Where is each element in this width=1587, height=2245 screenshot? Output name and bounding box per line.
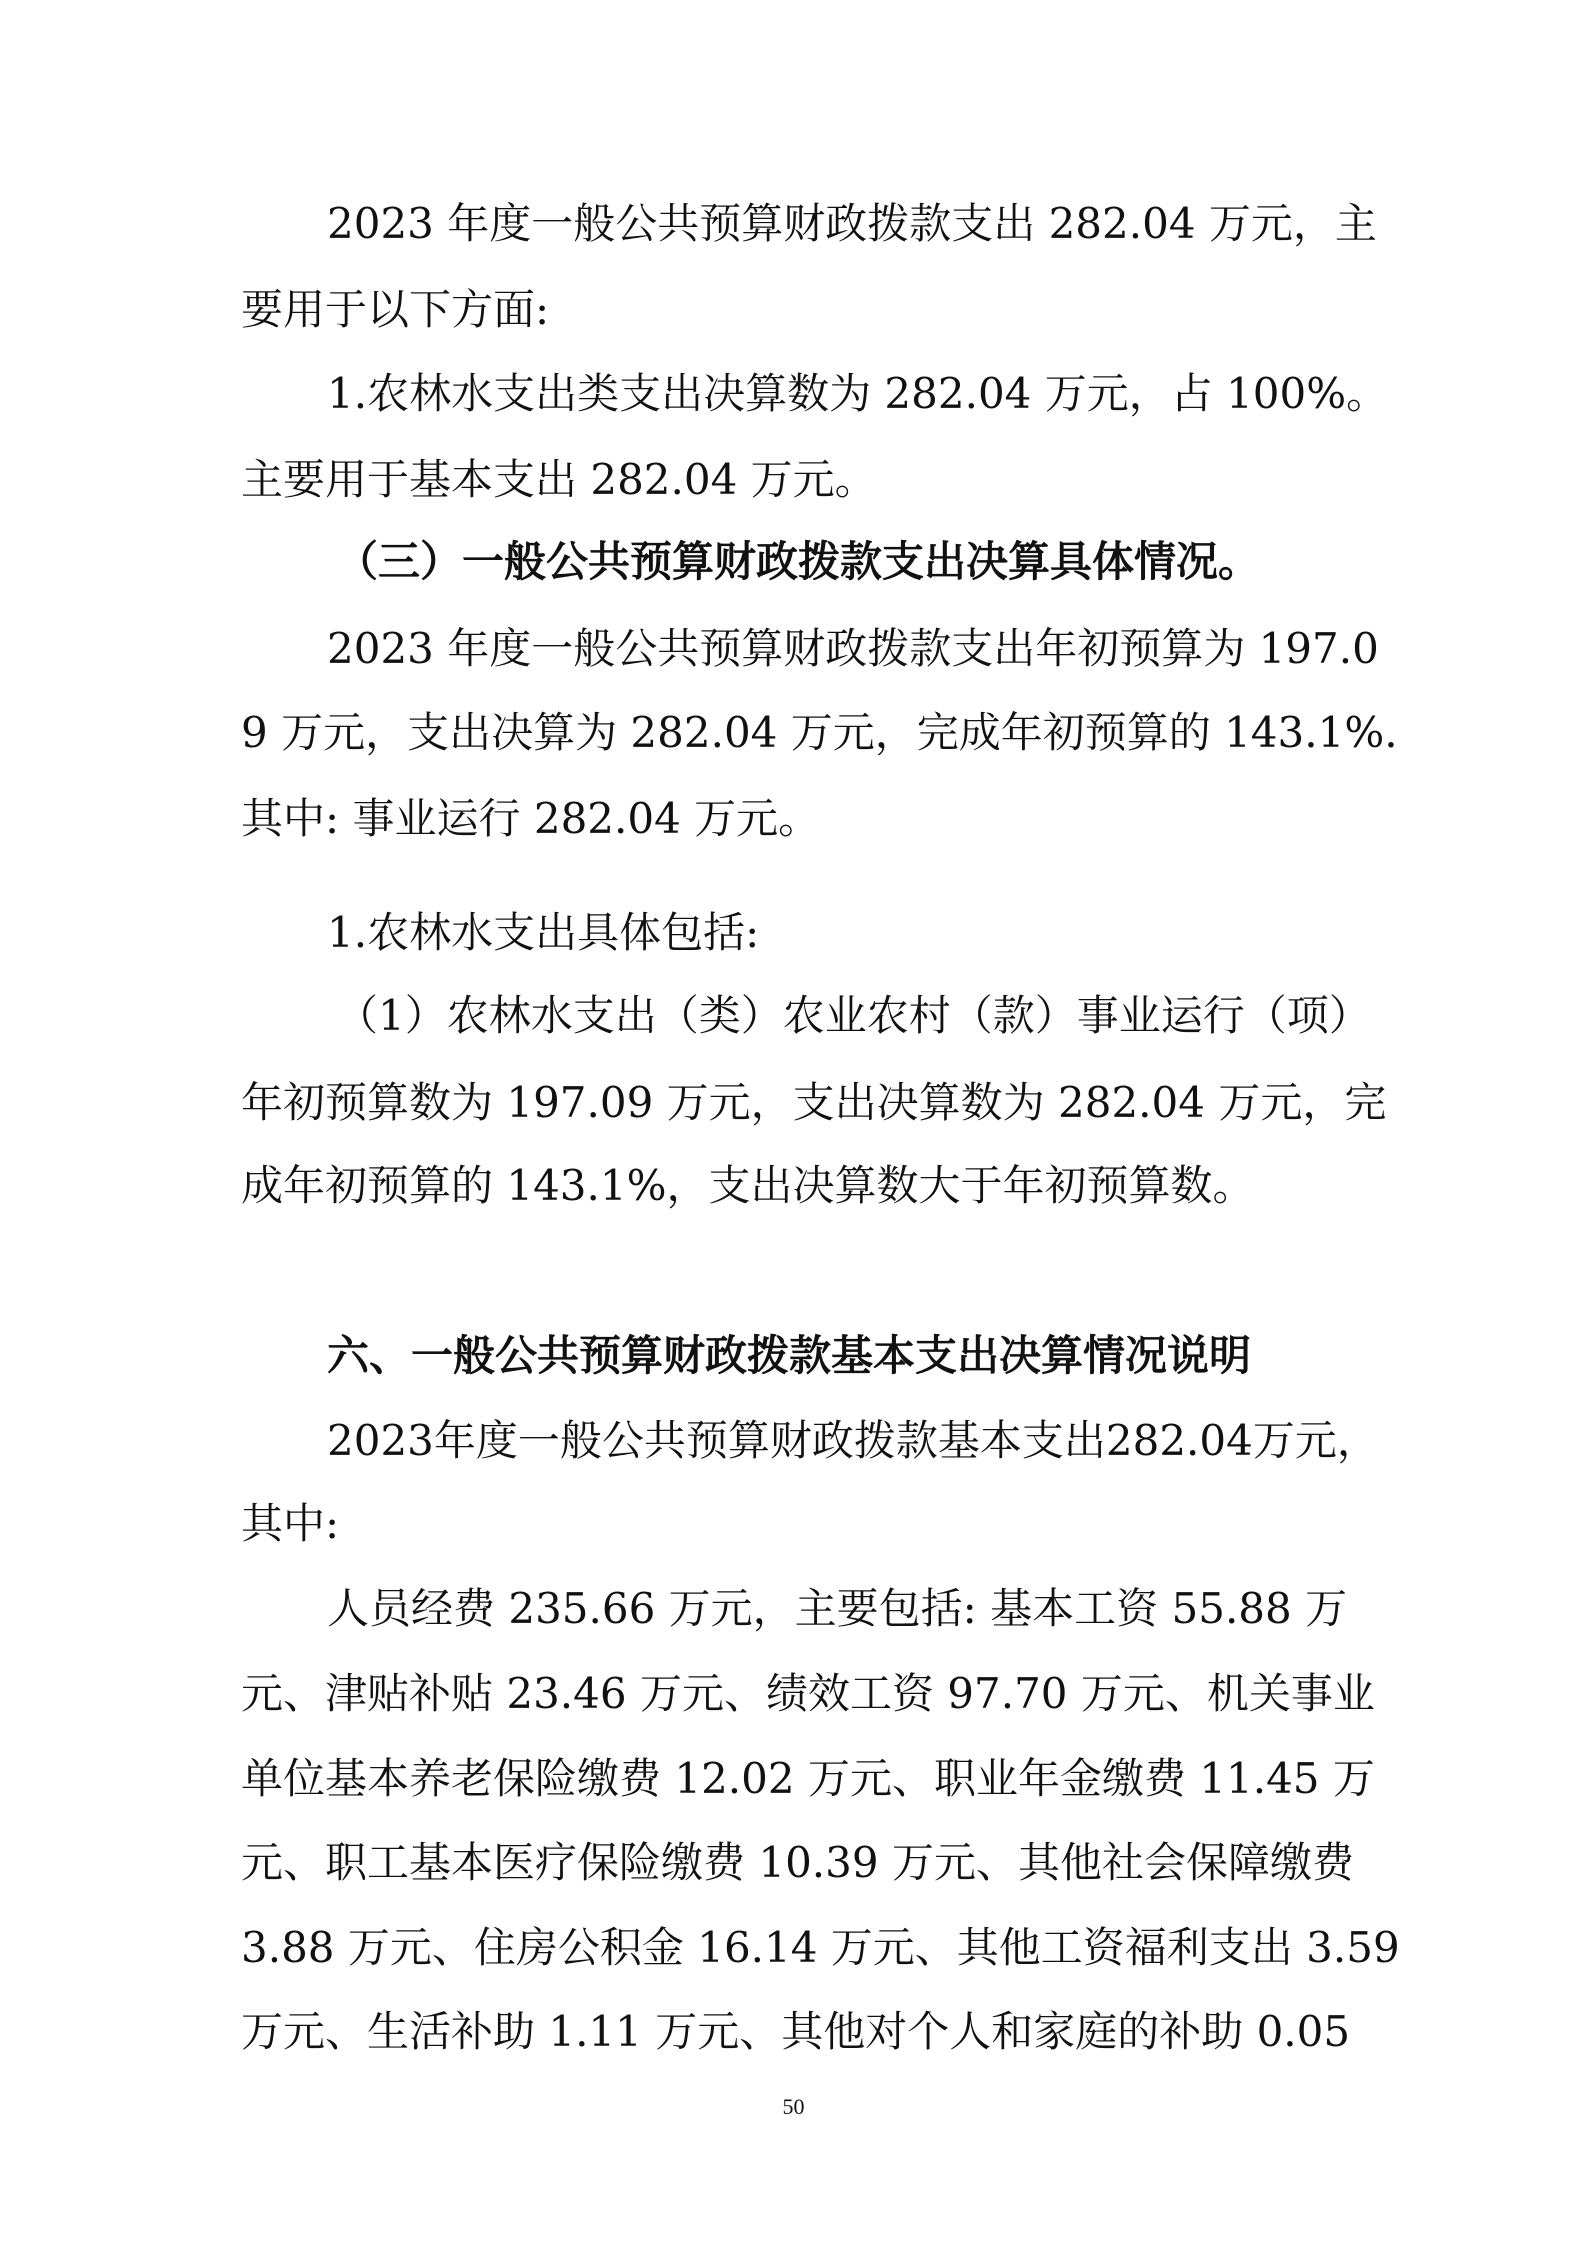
paragraph-line: 3.88 万元、住房公积金 16.14 万元、其他工资福利支出 3.59 — [241, 1923, 1400, 1972]
paragraph-line: （1）农林水支出（类）农业农村（款）事业运行（项） — [336, 991, 1371, 1040]
paragraph-line: 元、职工基本医疗保险缴费 10.39 万元、其他社会保障缴费 — [241, 1838, 1354, 1887]
paragraph-line: 单位基本养老保险缴费 12.02 万元、职业年金缴费 11.45 万 — [241, 1754, 1375, 1803]
page-number: 50 — [782, 2094, 805, 2119]
paragraph-line: 要用于以下方面: — [241, 285, 550, 334]
paragraph-line: 主要用于基本支出 282.04 万元。 — [241, 455, 877, 504]
paragraph-line: 1.农林水支出具体包括: — [327, 908, 760, 957]
paragraph-line: 年初预算数为 197.09 万元，支出决算数为 282.04 万元，完 — [241, 1078, 1387, 1127]
paragraph-line: 元、津贴补贴 23.46 万元、绩效工资 97.70 万元、机关事业 — [241, 1669, 1375, 1718]
paragraph-line: 9 万元，支出决算为 282.04 万元，完成年初预算的 143.1%. — [241, 708, 1398, 757]
paragraph-line: 人员经费 235.66 万元，主要包括: 基本工资 55.88 万 — [327, 1584, 1348, 1633]
section-heading: 六、一般公共预算财政拨款基本支出决算情况说明 — [327, 1331, 1252, 1380]
paragraph-line: 成年初预算的 143.1%，支出决算数大于年初预算数。 — [241, 1161, 1255, 1210]
paragraph-line: 1.农林水支出类支出决算数为 282.04 万元，占 100%。 — [327, 369, 1389, 418]
paragraph-line: 2023 年度一般公共预算财政拨款支出 282.04 万元，主 — [327, 199, 1377, 248]
paragraph-line: 2023 年度一般公共预算财政拨款支出年初预算为 197.0 — [327, 624, 1379, 673]
paragraph-line: 其中: — [241, 1499, 340, 1548]
section-subheading: （三）一般公共预算财政拨款支出决算具体情况。 — [336, 537, 1261, 586]
paragraph-line: 2023年度一般公共预算财政拨款基本支出282.04万元， — [327, 1416, 1379, 1465]
paragraph-line: 万元、生活补助 1.11 万元、其他对个人和家庭的补助 0.05 — [241, 2007, 1351, 2056]
paragraph-line: 其中: 事业运行 282.04 万元。 — [241, 794, 821, 843]
